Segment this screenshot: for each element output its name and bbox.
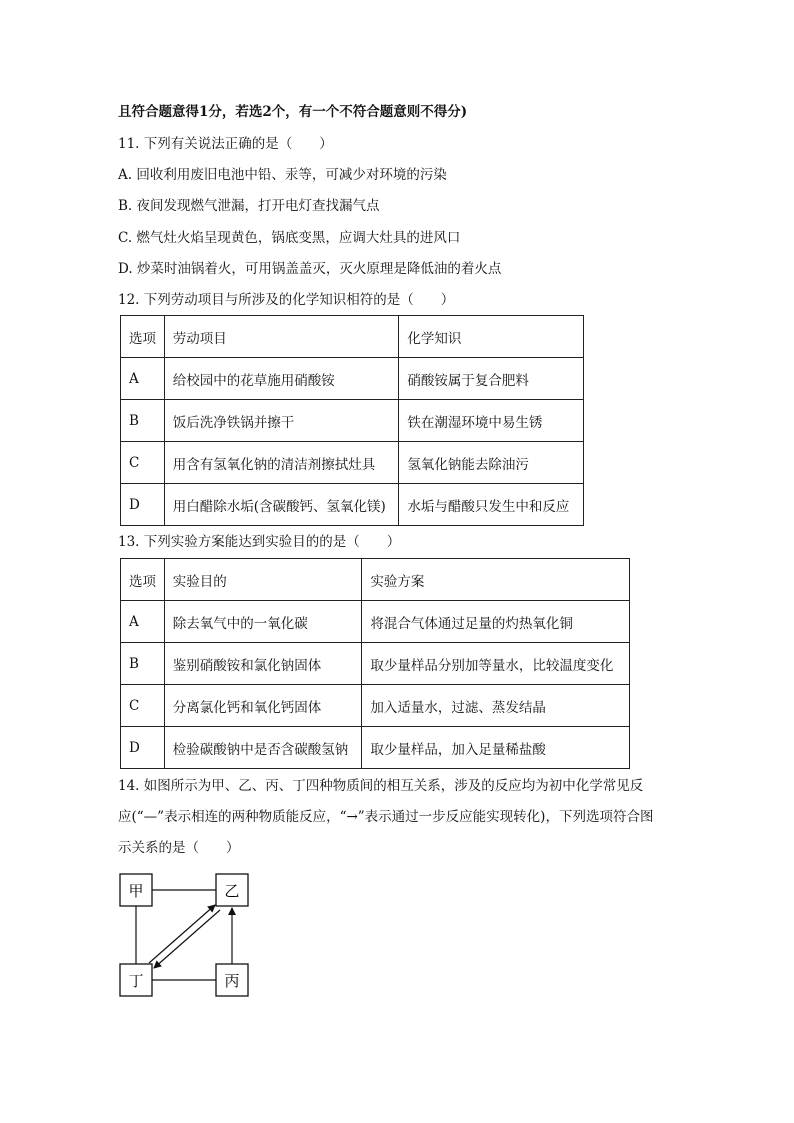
table-row bbox=[121, 442, 584, 484]
q13-table bbox=[120, 558, 630, 769]
section-instructions: 且符合题意得1分，若选2个，有一个不符合题意则不得分) bbox=[118, 104, 468, 120]
table-row bbox=[121, 484, 584, 526]
q11-option-d: D. 炒菜时油锅着火，可用锅盖盖灭，灭火原理是降低油的着火点 bbox=[118, 261, 502, 277]
q14-relationship-diagram bbox=[118, 866, 258, 1006]
header-cell: 实验方案 bbox=[362, 559, 630, 601]
table-cell: 分离氯化钙和氧化钙固体 bbox=[164, 685, 362, 727]
table-cell: 给校园中的花草施用硝酸铵 bbox=[164, 358, 399, 400]
q11-stem: 11. 下列有关说法正确的是（ ） bbox=[118, 136, 333, 152]
table-cell: 除去氧气中的一氧化碳 bbox=[164, 601, 362, 643]
header-cell: 化学知识 bbox=[399, 316, 584, 358]
q14-stem-line-3: 示关系的是（ ） bbox=[118, 840, 240, 856]
option-cell: C bbox=[121, 442, 165, 484]
header-cell: 选项 bbox=[121, 316, 165, 358]
label-bing: 丙 bbox=[224, 972, 240, 990]
table-cell: 将混合气体通过足量的灼热氧化铜 bbox=[362, 601, 630, 643]
header-cell: 劳动项目 bbox=[164, 316, 399, 358]
q12-table bbox=[120, 315, 584, 526]
arrow-ding-to-yi bbox=[149, 905, 215, 963]
q11-option-c: C. 燃气灶火焰呈现黄色，锅底变黑，应调大灶具的进风口 bbox=[118, 230, 461, 246]
table-header-row bbox=[121, 559, 630, 601]
arrow-yi-to-ding bbox=[154, 910, 220, 968]
table-header-row bbox=[121, 316, 584, 358]
table-cell: 铁在潮湿环境中易生锈 bbox=[399, 400, 584, 442]
table-row bbox=[121, 601, 630, 643]
table-cell: 取少量样品分别加等量水，比较温度变化 bbox=[362, 643, 630, 685]
table-cell: 加入适量水，过滤、蒸发结晶 bbox=[362, 685, 630, 727]
q13-stem: 13. 下列实验方案能达到实验目的的是（ ） bbox=[118, 534, 401, 550]
table-cell: 水垢与醋酸只发生中和反应 bbox=[399, 484, 584, 526]
option-cell: A bbox=[121, 601, 165, 643]
table-row bbox=[121, 643, 630, 685]
label-yi: 乙 bbox=[224, 882, 240, 900]
option-cell: D bbox=[121, 727, 165, 769]
table-cell: 鉴别硝酸铵和氯化钠固体 bbox=[164, 643, 362, 685]
header-cell: 实验目的 bbox=[164, 559, 362, 601]
table-row bbox=[121, 400, 584, 442]
table-cell: 硝酸铵属于复合肥料 bbox=[399, 358, 584, 400]
option-cell: B bbox=[121, 400, 165, 442]
q12-stem: 12. 下列劳动项目与所涉及的化学知识相符的是（ ） bbox=[118, 292, 455, 308]
q14-stem-line-1: 14. 如图所示为甲、乙、丙、丁四种物质间的相互关系，涉及的反应均为初中化学常见反 bbox=[118, 778, 644, 794]
table-cell: 取少量样品，加入足量稀盐酸 bbox=[362, 727, 630, 769]
option-cell: A bbox=[121, 358, 165, 400]
option-cell: C bbox=[121, 685, 165, 727]
table-cell: 氢氧化钠能去除油污 bbox=[399, 442, 584, 484]
option-cell: D bbox=[121, 484, 165, 526]
q11-option-b: B. 夜间发现燃气泄漏，打开电灯查找漏气点 bbox=[118, 198, 380, 214]
label-jia: 甲 bbox=[128, 882, 144, 900]
q14-stem-line-2: 应(“—”表示相连的两种物质能反应，“→”表示通过一步反应能实现转化)，下列选项符合图 bbox=[118, 809, 654, 825]
table-row bbox=[121, 358, 584, 400]
label-ding: 丁 bbox=[128, 972, 144, 990]
table-cell: 用白醋除水垢(含碳酸钙、氢氧化镁) bbox=[164, 484, 399, 526]
table-row bbox=[121, 685, 630, 727]
q11-option-a: A. 回收利用废旧电池中铅、汞等，可减少对环境的污染 bbox=[118, 167, 447, 183]
option-cell: B bbox=[121, 643, 165, 685]
table-cell: 检验碳酸钠中是否含碳酸氢钠 bbox=[164, 727, 362, 769]
header-cell: 选项 bbox=[121, 559, 165, 601]
table-cell: 饭后洗净铁锅并擦干 bbox=[164, 400, 399, 442]
table-row bbox=[121, 727, 630, 769]
table-cell: 用含有氢氧化钠的清洁剂擦拭灶具 bbox=[164, 442, 399, 484]
